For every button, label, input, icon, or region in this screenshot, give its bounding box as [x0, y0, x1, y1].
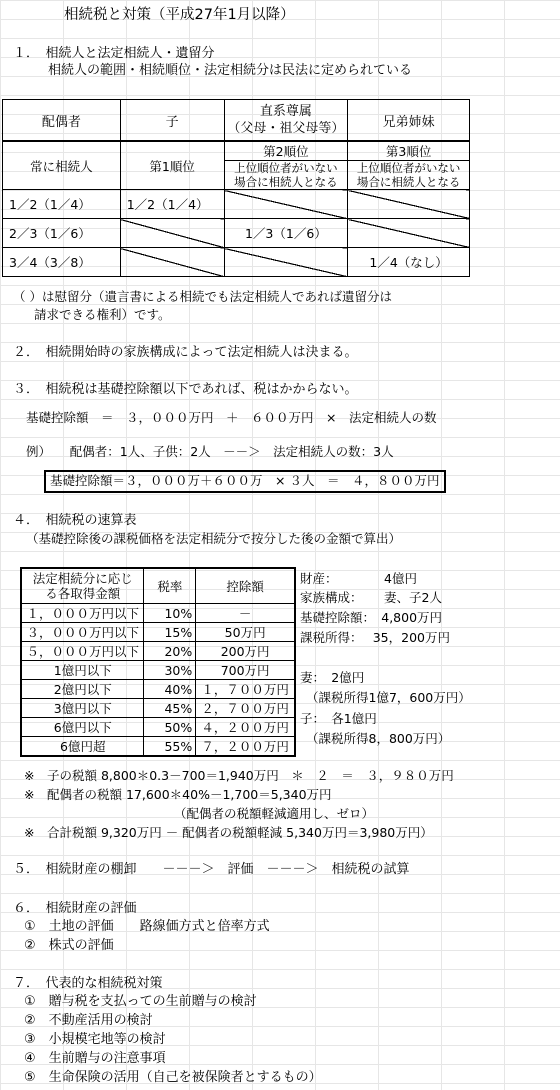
heirs-order-row [3, 141, 470, 190]
share-cell-empty [348, 219, 470, 248]
heirs-share-row [3, 219, 470, 248]
heirs-share-row [3, 190, 470, 219]
deduction-formula: 基礎控除額 ＝ ３，０００万円 ＋ ６００万円 × 法定相続人の数 [26, 410, 437, 425]
section-6-item-2: ② 株式の評価 [24, 938, 114, 953]
rate-percent: 55% [144, 737, 196, 757]
section-4-sub: （基礎控除後の課税価格を法定相続分で按分した後の金額で算出） [26, 531, 402, 546]
rate-header-amount: 法定相続分に応じ る各取得金額 [21, 568, 144, 604]
rate-percent: 50% [144, 718, 196, 737]
side-asset-value: 4億円 [384, 571, 417, 586]
order-third-note: 上位順位者がいない 場合に相続人となる [356, 161, 461, 189]
section-6-heading: ６． 相続財産の評価 [13, 901, 137, 916]
order-first: 第1順位 [120, 141, 224, 190]
rate-row [21, 661, 295, 680]
rate-deduction: １，７００万円 [196, 680, 295, 699]
section-7-heading: ７． 代表的な相続税対策 [13, 976, 163, 991]
calc-total-tax: ※ 合計税額 9,320万円 － 配偶者の税額軽減 5,340万円＝3,980万円） [24, 825, 433, 840]
section-7-item-4: ④ 生前贈与の注意事項 [24, 1051, 166, 1066]
share-cell: 1／2（1／4） [120, 190, 224, 219]
share-cell: 1／2（1／4） [3, 190, 121, 219]
rate-row [21, 623, 295, 642]
share-cell-empty [348, 190, 470, 219]
rate-percent: 20% [144, 642, 196, 661]
calc-child-tax: ※ 子の税額 8,800＊0.3－700＝1,940万円 ＊ ２ ＝ ３，９８０万円 [24, 768, 454, 783]
rate-amount: １，０００万円以下 [21, 604, 144, 623]
order-third: 第3順位 [348, 142, 469, 161]
side-taxable: 課税所得： 35，200万円 [300, 630, 450, 645]
order-second-cell [224, 141, 348, 190]
header-child: 子 [120, 100, 224, 142]
share-cell-empty [224, 190, 348, 219]
rate-deduction: 700万円 [196, 661, 295, 680]
share-cell: 1／4（なし） [348, 248, 470, 277]
rate-row [21, 718, 295, 737]
order-second-note: 上位順位者がいない 場合に相続人となる [234, 161, 338, 189]
section-7-item-2: ② 不動産活用の検討 [24, 1013, 153, 1028]
rate-amount: 6億円超 [21, 737, 144, 757]
tax-rate-table [20, 567, 296, 757]
page-title: 相続税と対策（平成27年1月以降） [64, 7, 295, 23]
side-family-value: 妻、子2人 [384, 590, 442, 605]
section-1-heading: １． 相続人と法定相続人・遺留分 [13, 46, 215, 61]
heirs-table [2, 99, 470, 277]
rate-header-deduction: 控除額 [196, 568, 295, 604]
rate-amount: 3億円以下 [21, 699, 144, 718]
rate-row [21, 699, 295, 718]
heirs-footnote-1: （ ）は慰留分（遺言書による相続でも法定相続人であれば遺留分は [13, 289, 392, 304]
section-2-heading: ２． 相続開始時の家族構成によって法定相続人は決まる。 [13, 345, 358, 360]
rate-amount: 6億円以下 [21, 718, 144, 737]
rate-deduction: － [196, 604, 295, 623]
rate-header-rate: 税率 [144, 568, 196, 604]
section-7-item-1: ① 贈与税を支払っての生前贈与の検討 [24, 994, 257, 1009]
side-asset-label: 財産： [300, 571, 338, 586]
section-5-heading: ５． 相続財産の棚卸 －－－＞ 評価 －－－＞ 相続税の試算 [13, 862, 410, 877]
share-cell: 3／4（3／8） [3, 248, 121, 277]
rate-percent: 40% [144, 680, 196, 699]
calc-spouse-tax: ※ 配偶者の税額 17,600＊40%－1,700＝5,340万円 [24, 787, 332, 802]
deduction-result-box [44, 470, 446, 493]
heirs-header-row [3, 100, 470, 142]
rate-percent: 30% [144, 661, 196, 680]
share-cell-empty [120, 219, 224, 248]
rate-row [21, 680, 295, 699]
calc-spouse-note: （配偶者の税額軽減適用し、ゼロ） [174, 806, 375, 821]
rate-percent: 15% [144, 623, 196, 642]
rate-row [21, 737, 295, 757]
share-cell: 2／3（1／6） [3, 219, 121, 248]
rate-deduction: 200万円 [196, 642, 295, 661]
rate-amount: ５，０００万円以下 [21, 642, 144, 661]
deduction-example: 例） 配偶者：1人、子供：2人 －－＞ 法定相続人の数：3人 [26, 444, 394, 459]
heirs-share-row [3, 248, 470, 277]
rate-deduction: ７，２００万円 [196, 737, 295, 757]
header-sibling: 兄弟姉妹 [348, 100, 470, 142]
side-child: 子： 各1億円 [300, 711, 377, 726]
section-1-text: 相続人の範囲・相続順位・法定相続分は民法に定められている [48, 63, 413, 78]
share-cell-empty [224, 248, 348, 277]
rate-row [21, 604, 295, 623]
side-spouse: 妻： 2億円 [300, 670, 365, 685]
rate-percent: 45% [144, 699, 196, 718]
rate-amount: 2億円以下 [21, 680, 144, 699]
section-3-heading: ３． 相続税は基礎控除額以下であれば、税はかからない。 [13, 382, 358, 397]
share-cell-empty [120, 248, 224, 277]
header-ascendant: 直系尊属 （父母・祖父母等） [224, 100, 348, 142]
rate-deduction: ２，７００万円 [196, 699, 295, 718]
order-third-cell [348, 141, 470, 190]
heirs-footnote-2: 請求できる権利）です。 [34, 307, 171, 322]
side-spouse-taxable: （課税所得1億7，600万円） [306, 690, 471, 705]
header-spouse: 配偶者 [3, 100, 121, 142]
section-6-item-1: ① 土地の評価 路線価方式と倍率方式 [24, 919, 270, 934]
share-cell: 1／3（1／6） [224, 219, 348, 248]
rate-row [21, 642, 295, 661]
side-deduction: 基礎控除額： 4,800万円 [300, 610, 443, 625]
deduction-result: 基礎控除額＝３，０００万＋６００万 × ３人 ＝ ４，８００万円 [50, 473, 440, 488]
side-family-label: 家族構成： [300, 590, 363, 605]
rate-header-row [21, 568, 295, 604]
rate-deduction: ４，２００万円 [196, 718, 295, 737]
order-always: 常に相続人 [3, 141, 121, 190]
rate-amount: 1億円以下 [21, 661, 144, 680]
rate-deduction: 50万円 [196, 623, 295, 642]
rate-percent: 10% [144, 604, 196, 623]
side-child-taxable: （課税所得8，800万円） [306, 731, 451, 746]
order-second: 第2順位 [225, 142, 348, 161]
section-4-heading: ４． 相続税の速算表 [13, 513, 137, 528]
section-7-item-3: ③ 小規模宅地等の検討 [24, 1032, 166, 1047]
rate-amount: ３，０００万円以下 [21, 623, 144, 642]
section-7-item-5: ⑤ 生命保険の活用（自己を被保険者とするもの） [24, 1070, 322, 1085]
